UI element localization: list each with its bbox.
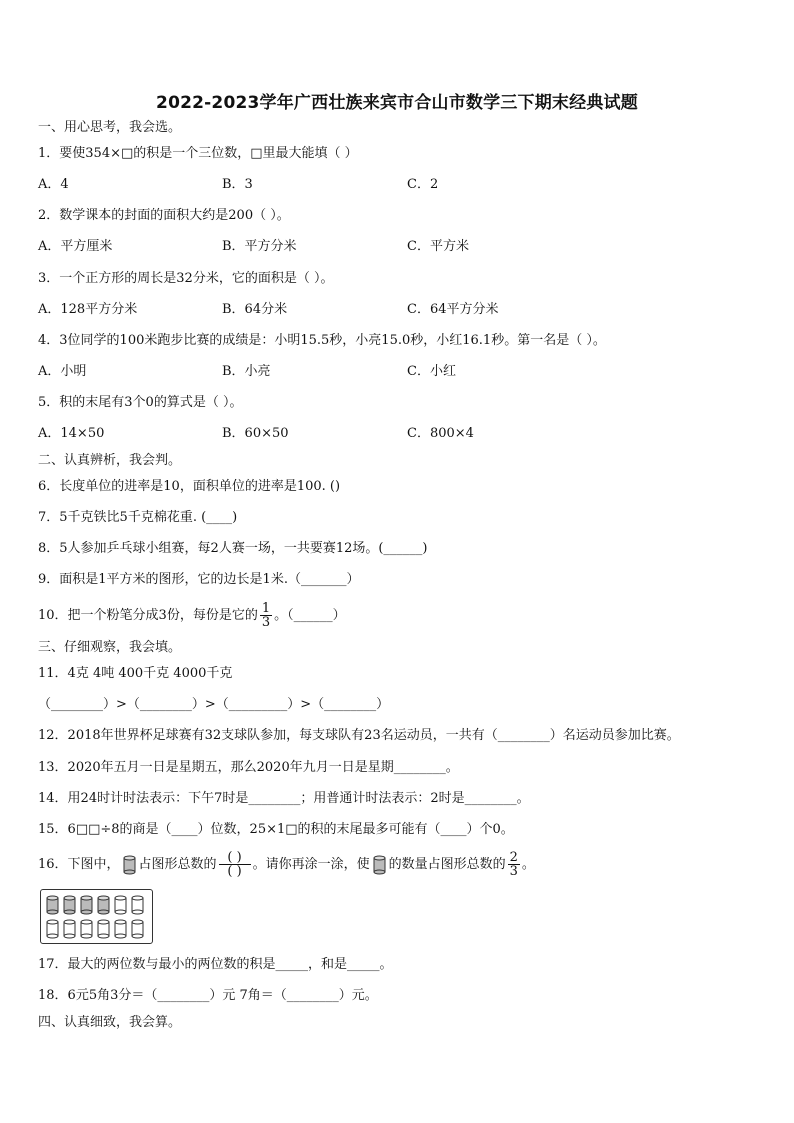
q4-option-c: C．小红 xyxy=(407,364,456,379)
unshaded-cylinder xyxy=(98,920,109,938)
question-7: 7．5千克铁比5千克棉花重. (____) xyxy=(38,510,238,525)
question-11: 11．4克 4吨 400千克 4000千克 xyxy=(38,666,233,681)
q5-option-b: B．60×50 xyxy=(222,426,289,441)
q4-option-b: B．小亮 xyxy=(222,364,271,379)
shaded-cylinder xyxy=(47,896,58,914)
shaded-cylinder xyxy=(81,896,92,914)
cylinder-figure-box xyxy=(40,889,153,944)
unshaded-cylinder xyxy=(132,896,143,914)
question-16 xyxy=(38,846,535,884)
q16-text-post: 。 xyxy=(521,857,535,872)
q2-option-a: A．平方厘米 xyxy=(38,239,113,254)
q1-option-a: A．4 xyxy=(38,177,69,192)
shaded-cylinder xyxy=(98,896,109,914)
q16-target-den: 3 xyxy=(509,864,518,879)
q10-answer-blank: 。（______） xyxy=(274,608,346,623)
cylinder-figure xyxy=(41,890,151,942)
shaded-cylinder xyxy=(64,896,75,914)
q2-option-c: C．平方米 xyxy=(407,239,469,254)
q16-text-mid3: 的数量占图形总数的 xyxy=(388,857,506,872)
q2-option-b: B．平方分米 xyxy=(222,239,297,254)
q10-fraction xyxy=(260,602,272,629)
q16-target-fraction xyxy=(508,851,520,878)
unshaded-cylinder xyxy=(81,920,92,938)
section-3-heading: 三、仔细观察，我会填。 xyxy=(38,640,182,655)
section-2-heading: 二、认真辨析，我会判。 xyxy=(38,453,182,468)
q16-text-mid2: 。请你再涂一涂，使 xyxy=(252,857,370,872)
question-1: 1．要使354×□的积是一个三位数，□里最大能填（ ） xyxy=(38,146,358,161)
question-10 xyxy=(38,600,346,632)
question-15: 15．6□□÷8的商是（____）位数，25×1□的积的末尾最多可能有（____）个0。 xyxy=(38,822,514,837)
question-6: 6．长度单位的进率是10，面积单位的进率是100. () xyxy=(38,479,341,494)
question-8: 8．5人参加乒乓球小组赛，每2人赛一场，一共要赛12场。(______) xyxy=(38,541,428,556)
question-3: 3．一个正方形的周长是32分米，它的面积是（ ）。 xyxy=(38,271,334,286)
unshaded-cylinder xyxy=(115,896,126,914)
unshaded-cylinder xyxy=(64,920,75,938)
q16-text-pre: 16．下图中， xyxy=(38,857,120,872)
q3-option-b: B．64分米 xyxy=(222,302,288,317)
q1-option-c: C．2 xyxy=(407,177,439,192)
q1-option-b: B．3 xyxy=(222,177,253,192)
q16-blank-num: ( ) xyxy=(219,851,251,865)
q4-option-a: A．小明 xyxy=(38,364,87,379)
shaded-cylinder-icon xyxy=(123,855,136,875)
page-title: 2022-2023学年广西壮族来宾市合山市数学三下期末经典试题 xyxy=(156,93,638,113)
q16-blank-fraction xyxy=(219,851,251,878)
question-13: 13．2020年五月一日是星期五，那么2020年九月一日是星期________。 xyxy=(38,760,459,775)
question-11-blanks: （________）>（________）>（_________）>（________） xyxy=(38,697,390,712)
q10-text: 10．把一个粉笔分成3份，每份是它的 xyxy=(38,608,258,623)
unshaded-cylinder xyxy=(132,920,143,938)
q10-fraction-num: 1 xyxy=(261,601,271,616)
q5-option-c: C．800×4 xyxy=(407,426,474,441)
q16-text-mid1: 占图形总数的 xyxy=(138,857,217,872)
q16-target-num: 2 xyxy=(509,850,518,865)
q5-option-a: A．14×50 xyxy=(38,426,105,441)
question-18: 18．6元5角3分＝（________）元 7角＝（________）元。 xyxy=(38,988,378,1003)
question-2: 2．数学课本的封面的面积大约是200（ ）。 xyxy=(38,208,290,223)
q3-option-c: C．64平方分米 xyxy=(407,302,499,317)
unshaded-cylinder xyxy=(47,920,58,938)
section-1-heading: 一、用心思考，我会选。 xyxy=(38,120,182,135)
question-17: 17．最大的两位数与最小的两位数的积是_____，和是_____。 xyxy=(38,957,393,972)
unshaded-cylinder xyxy=(115,920,126,938)
question-4: 4．3位同学的100米跑步比赛的成绩是：小明15.5秒，小亮15.0秒，小红16.1秒。第一名是（ ）。 xyxy=(38,333,606,348)
section-4-heading: 四、认真细致，我会算。 xyxy=(38,1015,182,1030)
shaded-cylinder-icon xyxy=(373,855,386,875)
q3-option-a: A．128平方分米 xyxy=(38,302,138,317)
question-5: 5．积的末尾有3个0的算式是（ ）。 xyxy=(38,395,243,410)
q16-blank-den: ( ) xyxy=(227,864,242,879)
question-9: 9．面积是1平方米的图形，它的边长是1米.（_______） xyxy=(38,572,360,587)
question-12: 12．2018年世界杯足球赛有32支球队参加，每支球队有23名运动员，一共有（________）名运动员参加比赛。 xyxy=(38,728,680,743)
q10-fraction-den: 3 xyxy=(261,615,271,630)
question-14: 14．用24时计时法表示：下午7时是________；用普通计时法表示：2时是________。 xyxy=(38,791,530,806)
